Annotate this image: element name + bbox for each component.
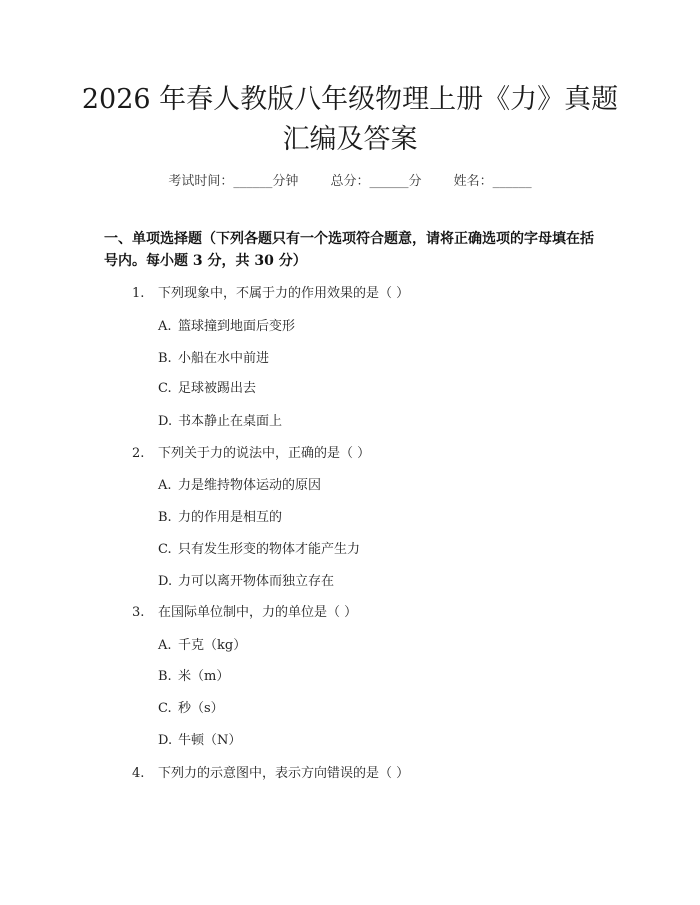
student-name-field: 姓名：______ [453,174,532,189]
question-3-option-a [158,634,246,653]
question-1-option-a [158,315,295,334]
option-letter: B. [158,510,172,525]
question-2-option-a [158,474,321,493]
question-number: 4. [132,766,145,781]
question-2-option-b [158,506,282,525]
option-text: 只有发生形变的物体才能产生力 [178,542,361,557]
question-3 [132,601,357,620]
question-text: 在国际单位制中，力的单位是（ ） [158,605,358,620]
option-text: 米（m） [178,669,230,684]
option-letter: C. [158,381,172,396]
question-3-option-c [158,697,224,716]
question-2-option-d [158,570,334,589]
option-text: 力可以离开物体而独立存在 [178,574,335,589]
question-text: 下列现象中，不属于力的作用效果的是（ ） [158,286,410,301]
question-number: 2. [132,446,145,461]
question-1 [132,282,409,301]
option-letter: A. [158,638,172,653]
option-letter: D. [158,574,173,589]
option-letter: C. [158,701,172,716]
option-text: 牛顿（N） [178,733,242,748]
option-text: 千克（kg） [178,638,247,653]
option-letter: B. [158,669,172,684]
total-score-field: 总分：______分 [330,174,422,189]
option-text: 篮球撞到地面后变形 [178,319,296,334]
title-line-1: 2026 年春人教版八年级物理上册《力》真题 [81,84,619,115]
option-text: 书本静止在桌面上 [178,414,283,429]
option-text: 足球被踢出去 [178,381,257,396]
question-text: 下列关于力的说法中，正确的是（ ） [158,446,371,461]
question-number: 3. [132,605,145,620]
exam-time-field: 考试时间：______分钟 [168,174,299,189]
option-text: 力是维持物体运动的原因 [178,478,322,493]
option-text: 力的作用是相互的 [178,510,283,525]
question-1-option-d [158,410,282,429]
question-1-option-c [158,377,256,396]
document-title [60,80,640,160]
question-3-option-d [158,729,241,748]
question-text: 下列力的示意图中，表示方向错误的是（ ） [158,766,410,781]
question-4 [132,762,409,781]
option-letter: B. [158,351,172,366]
option-letter: A. [158,319,172,334]
option-letter: C. [158,542,172,557]
question-number: 1. [132,286,145,301]
option-text: 秒（s） [178,701,224,716]
question-1-option-b [158,347,269,366]
section-heading-single-choice: 一、单项选择题（下列各题只有一个选项符合题意，请将正确选项的字母填在括号内。每小题 3 分，共 30 分） [104,231,594,269]
title-line-2: 汇编及答案 [282,124,418,155]
exam-info-bar [0,170,700,189]
option-letter: D. [158,414,173,429]
question-3-option-b [158,665,229,684]
question-2 [132,442,370,461]
option-text: 小船在水中前进 [178,351,270,366]
option-letter: D. [158,733,173,748]
question-2-option-c [158,538,360,557]
option-letter: A. [158,478,172,493]
